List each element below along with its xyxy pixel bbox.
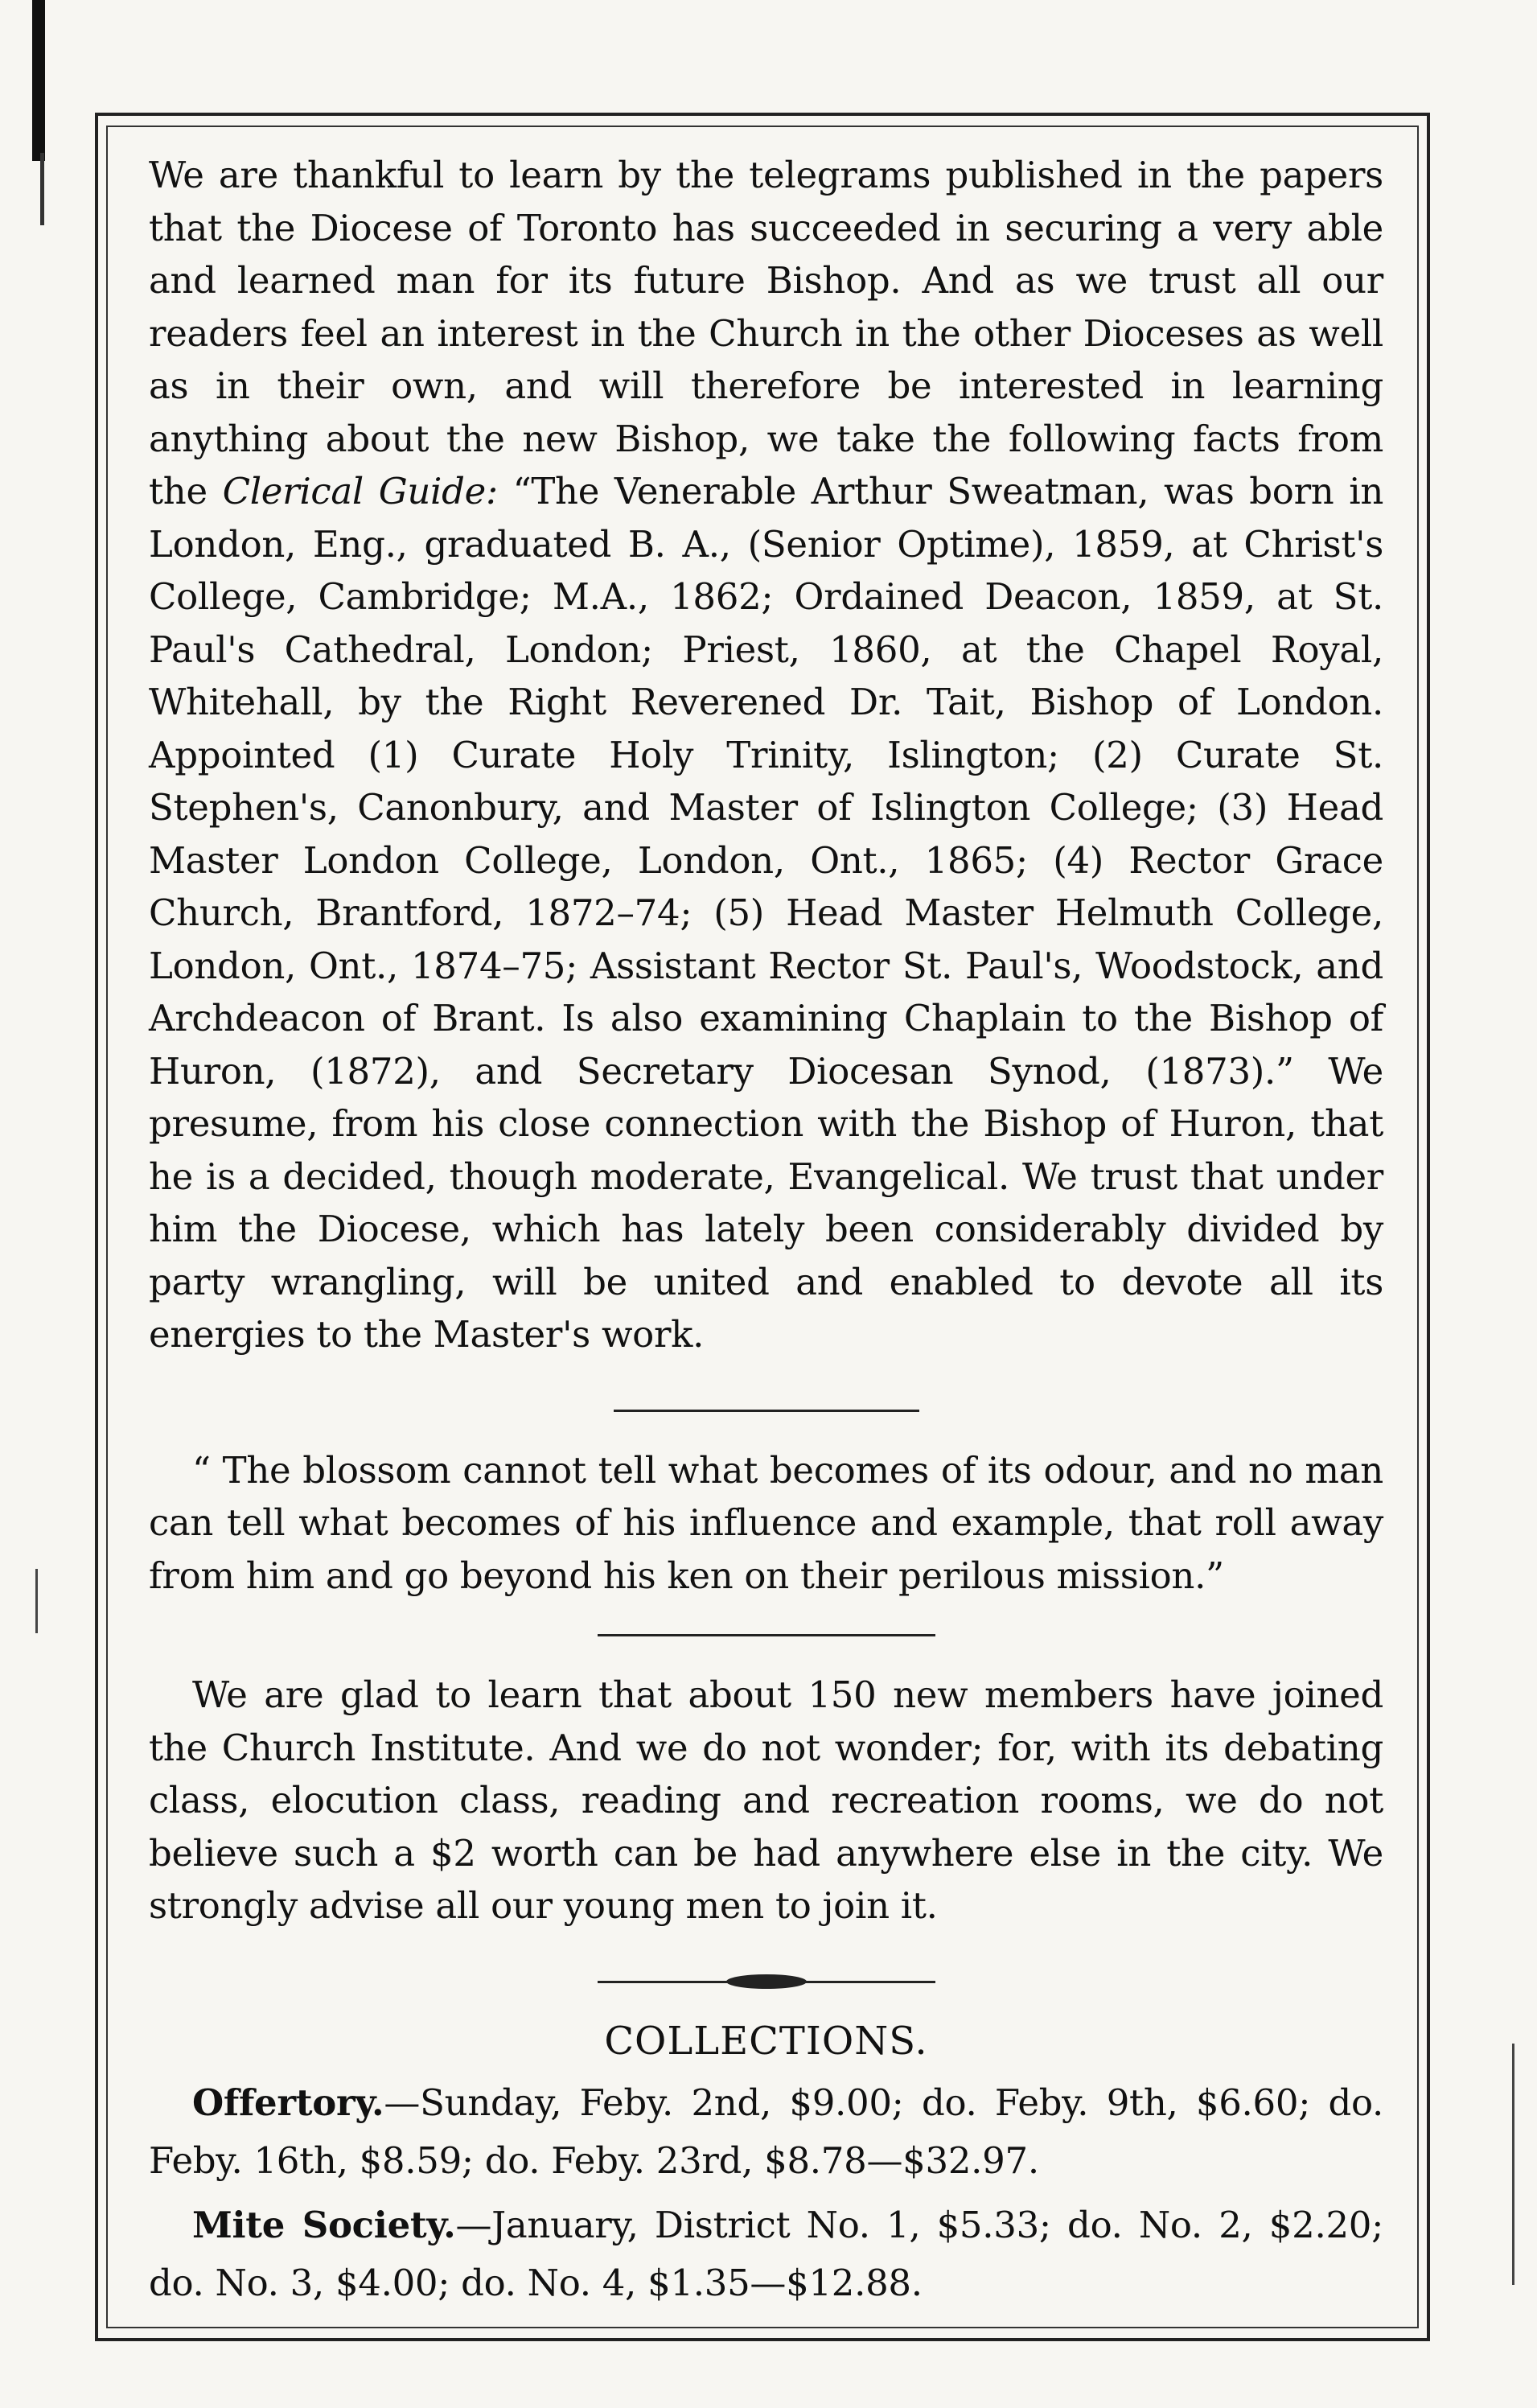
scan-edge-mark — [32, 0, 45, 161]
scan-edge-tick — [1512, 2044, 1514, 2285]
mite-society-label: Mite Society. — [192, 2203, 456, 2246]
offertory-entry — [149, 2074, 1383, 2190]
bishop-article — [149, 149, 1383, 1361]
page-content — [149, 149, 1383, 2319]
bishop-text-part-1: are thankful to learn by the telegrams published in the papers that the Diocese of Toronto has succeeded in securing a very able and learned man for its future Bishop. And as we trust all our readers feel an interest in the Church in the other Dioceses as well as in their own, and will therefore be interested in learning anything about the new Bishop, we take the following facts from the — [149, 154, 1383, 512]
section-divider — [598, 1634, 935, 1636]
mite-society-text: —January, District No. 1, $5.33; do. No. 2, $2.20; do. No. 3, $4.00; do. No. 4, $1.35—$12.88. — [149, 2203, 1383, 2304]
section-divider — [614, 1410, 919, 1412]
scan-edge-mark — [40, 153, 44, 225]
collections-heading: COLLECTIONS. — [604, 2018, 928, 2064]
scan-edge-tick — [35, 1569, 38, 1633]
mite-society-entry — [149, 2196, 1383, 2312]
blossom-quote: “ The blossom cannot tell what becomes of its odour, and no man can tell what becomes of his influence and example, that roll away from him and go beyond his ken on their perilous mission.” — [149, 1448, 1383, 1597]
lead-word: We — [149, 154, 204, 196]
church-institute-notice: We are glad to learn that about 150 new members have joined the Church Institute. And we do not wonder; for, with its debating class, elocution class, reading and recreation rooms, we do not believe such a $2 worth can be had anywhere else in the city. We strongly advise all our young men to join it. — [149, 1673, 1383, 1927]
offertory-text: —Sunday, Feby. 2nd, $9.00; do. Feby. 9th, $6.60; do. Feby. 16th, $8.59; do. Feby. 23rd, $8.78—$32.97. — [149, 2081, 1383, 2182]
bishop-text-part-2: “The Venerable Arthur Sweatman, was born in London, Eng., graduated B. A., (Senior Optime), 1859, at Christ's College, Cambridge; M.A., 1862; Ordained Deacon, 1859, at St. Paul's Cathedral, London; Priest, 1860, at the Chapel Royal, Whitehall, by the Right Reverened Dr. Tait, Bishop of London. Appointed (1) Curate Holy Trinity, Islington; (2) Curate St. Stephen's, Canonbury, and Master of Islington College; (3) Head Master London College, London, Ont., 1865; (4) Rector Grace Church, Brantford, 1872–74; (5) Head Master Helmuth College, London, Ont., 1874–75; Assistant Rector St. Paul's, Woodstock, and Archdeacon of Brant. Is also examining Chaplain to the Bishop of Huron, (1872), and Secretary Diocesan Synod, (1873).” We presume, from his close connection with the Bishop of Huron, that he is a decided, though moderate, Evangelical. We trust that under him the Diocese, which has lately been considerably divided by party wrangling, will be united and enabled to devote all its energies to the Master's work. — [149, 470, 1383, 1356]
source-title: Clerical Guide: — [222, 470, 498, 512]
ornamental-divider — [598, 1971, 935, 1994]
offertory-label: Offertory. — [192, 2081, 384, 2124]
